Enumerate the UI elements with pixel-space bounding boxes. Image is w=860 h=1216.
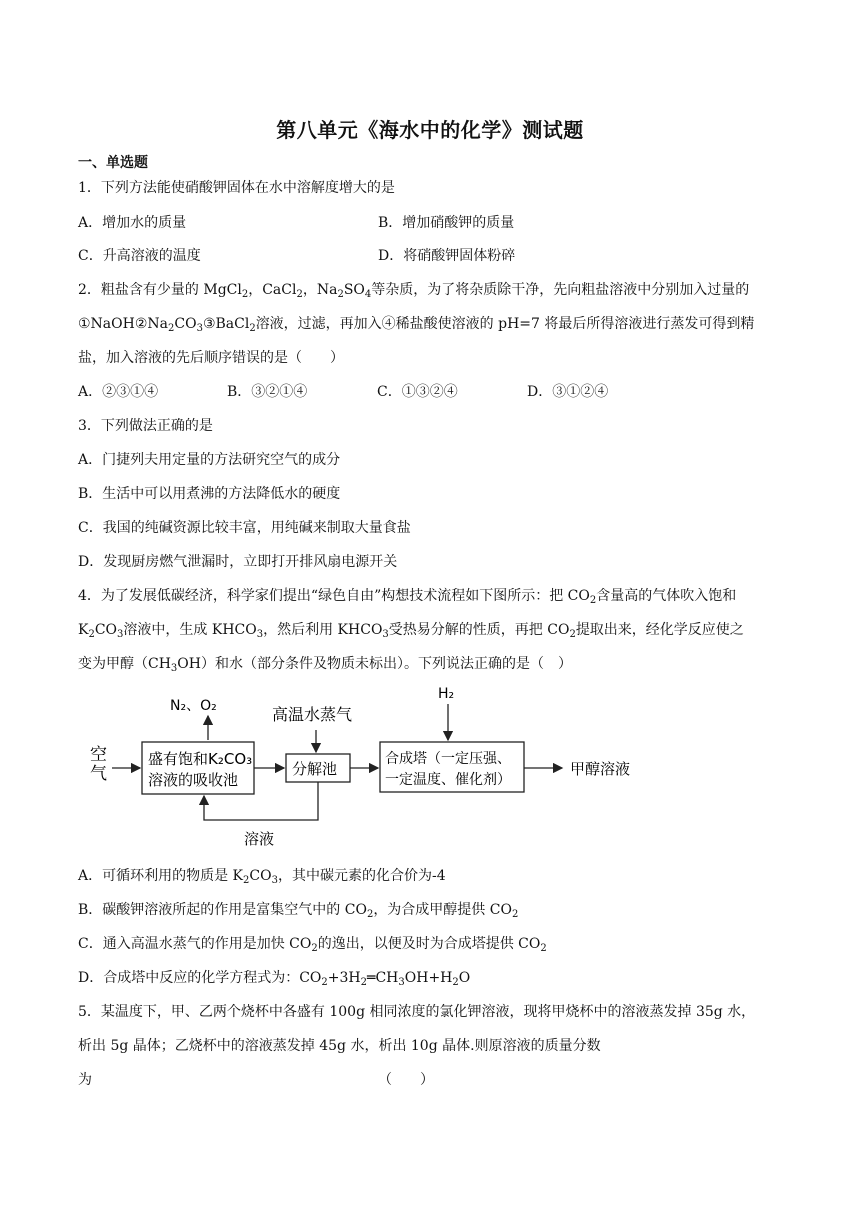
q5-line-1: 5．某温度下，甲、乙两个烧杯中各盛有 100g 相同浓度的氯化钾溶液，现将甲烧杯中的溶液蒸发掉 35g 水，: [78, 1004, 756, 1020]
section-heading: 一、单选题: [78, 155, 148, 171]
q4-option-b: B．碳酸钾溶液所起的作用是富集空气中的 $CO_2$，为合成甲醇提供 $CO_2$: [78, 902, 519, 920]
q5-answer-blank: （ ）: [378, 1072, 434, 1088]
q4-line-1: 4．为了发展低碳经济，科学家们提出“绿色自由”构想技术流程如下图所示：把 $CO_2$含量高的气体吹入饱和: [78, 588, 737, 606]
air-label-bottom: 气: [90, 764, 107, 784]
gas-outlet-label: N₂、O₂: [170, 698, 217, 714]
absorber-label-1: 盛有饱和K₂CO₃: [148, 750, 253, 768]
q4-line-3: 变为甲醇$(CH_3OH)$和水（部分条件及物质未标出）。下列说法正确的是（ ）: [78, 656, 572, 674]
q4-option-a: A．可循环利用的物质是 $K_2CO_3$，其中碳元素的化合价为-4: [78, 868, 446, 886]
page-title: 第八单元《海水中的化学》测试题: [276, 118, 584, 142]
synthesis-label-1: 合成塔（一定压强、: [385, 751, 511, 767]
q3-option-a: A．门捷列夫用定量的方法研究空气的成分: [78, 452, 341, 468]
synthesis-label-2: 一定温度、催化剂）: [385, 772, 511, 788]
recycle-solution-label: 溶液: [244, 830, 275, 848]
q1-option-a: A．增加水的质量: [78, 215, 187, 231]
q2-line-3: 盐，加入溶液的先后顺序错误的是（ ）: [78, 350, 344, 366]
air-label-top: 空: [90, 745, 107, 765]
q2-line-2: $①NaOH②Na_2CO_3③BaCl_2$溶液，过滤，再加入④稀盐酸使溶液的 pH=7 将最后所得溶液进行蒸发可得到精: [78, 316, 755, 334]
q1-option-b: B．增加硝酸钾的质量: [378, 215, 515, 231]
q4-line-2: $K_2CO_3$溶液中，生成 $KHCO_3$，然后利用 $KHCO_3$受热易分解的性质，再把 $CO_2$提取出来，经化学反应使之: [78, 622, 744, 640]
decomposer-label: 分解池: [292, 760, 338, 778]
product-label: 甲醇溶液: [570, 760, 631, 778]
hydrogen-label: H₂: [438, 686, 455, 702]
q3-option-b: B．生活中可以用煮沸的方法降低水的硬度: [78, 486, 341, 502]
q1-option-c: C．升高溶液的温度: [78, 248, 201, 264]
absorber-label-2: 溶液的吸收池: [148, 771, 239, 789]
q4-option-d: D．合成塔中反应的化学方程式为：$CO_2+3H_2═CH_3OH+H_2O$: [78, 970, 471, 988]
q3-option-c: C．我国的纯碱资源比较丰富，用纯碱来制取大量食盐: [78, 520, 411, 536]
q5-line-3: 为: [78, 1072, 92, 1088]
steam-label: 高温水蒸气: [272, 705, 353, 724]
q1-option-d: D．将硝酸钾固体粉碎: [378, 248, 516, 264]
q2-option-d: D．③①②④: [527, 384, 609, 400]
q2-line-1: 2．粗盐含有少量的 MgCl$_2$，CaCl$_2$，$Na_2SO_4$等杂质，为了将杂质除干净，先向粗盐溶液中分别加入过量的: [78, 282, 750, 300]
q2-option-c: C．①③②④: [377, 384, 458, 400]
process-flow-diagram: [78, 682, 698, 854]
q5-line-2: 析出 5g 晶体；乙烧杯中的溶液蒸发掉 45g 水，析出 10g 晶体.则原溶液的质量分数: [78, 1038, 601, 1054]
q3-stem: 3．下列做法正确的是: [78, 418, 213, 434]
q3-option-d: D．发现厨房燃气泄漏时，立即打开排风扇电源开关: [78, 554, 398, 570]
q2-option-a: A．②③①④: [78, 384, 159, 400]
q1-stem: 1．下列方法能使硝酸钾固体在水中溶解度增大的是: [78, 180, 395, 196]
q2-option-b: B．③②①④: [227, 384, 308, 400]
q4-option-c: C．通入高温水蒸气的作用是加快 $CO_2$的逸出，以便及时为合成塔提供 $CO_2$: [78, 936, 547, 954]
